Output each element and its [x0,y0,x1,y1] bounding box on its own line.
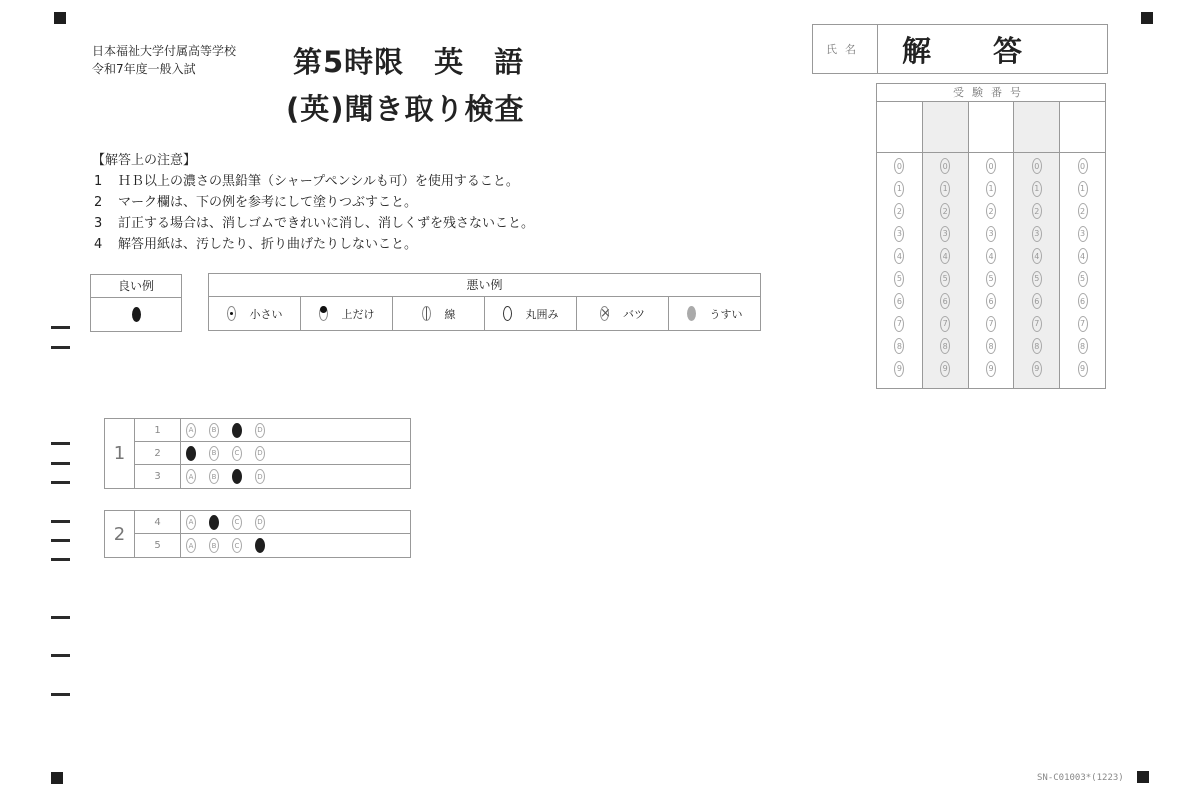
timing-mark [51,520,70,523]
bad-example-small: 小さい [209,297,301,330]
corner-mark-top-left [54,12,66,24]
choice-bubble-c[interactable] [232,469,242,484]
question-number: 3 [135,465,181,488]
name-field[interactable]: 解答 [902,33,1085,68]
digit-bubble[interactable]: 0 [986,158,996,174]
answer-row [135,419,410,442]
choice-bubble-c[interactable]: C [232,538,242,553]
choice-bubble-b[interactable]: B [209,446,219,461]
digit-bubble[interactable]: 3 [986,226,996,242]
digit-bubble[interactable]: 4 [1078,248,1088,264]
choice-bubble-a[interactable] [186,446,196,461]
digit-bubble[interactable]: 3 [1078,226,1088,242]
school-name: 日本福祉大学付属高等学校 [92,44,237,58]
digit-bubble[interactable]: 7 [1032,316,1042,332]
digit-bubble[interactable]: 3 [1032,226,1042,242]
digit-bubble[interactable]: 3 [894,226,904,242]
digit-bubble[interactable]: 9 [894,361,904,377]
digit-bubble[interactable]: 9 [1078,361,1088,377]
faint-icon [687,306,696,321]
good-example-label: 良い例 [91,275,181,298]
corner-mark-bottom-right [1137,771,1149,783]
bad-example-box [208,273,761,331]
digit-bubble[interactable]: 5 [986,271,996,287]
exam-number-column [877,102,923,388]
digit-bubble[interactable]: 6 [894,293,904,309]
digit-bubble[interactable]: 8 [940,338,950,354]
choice-bubble-a[interactable]: A [186,423,196,438]
digit-bubble[interactable]: 0 [940,158,950,174]
instruction-item: 2 マーク欄は、下の例を参考にして塗りつぶすこと。 [94,195,418,210]
timing-mark [51,693,70,696]
digit-bubble[interactable]: 2 [894,203,904,219]
choice-bubble-d[interactable]: D [255,515,265,530]
exam-number-column [923,102,969,388]
section-number: 2 [105,511,135,557]
digit-bubble[interactable]: 5 [1078,271,1088,287]
digit-bubble[interactable]: 9 [1032,361,1042,377]
digit-bubble[interactable]: 4 [1032,248,1042,264]
digit-bubble[interactable]: 1 [894,181,904,197]
digit-bubble[interactable]: 7 [1078,316,1088,332]
digit-bubble[interactable]: 3 [940,226,950,242]
instructions [92,150,534,255]
digit-bubble[interactable]: 1 [1078,181,1088,197]
choice-bubble-b[interactable] [209,515,219,530]
bad-example-x: × バツ [577,297,669,330]
choice-bubble-d[interactable] [255,538,265,553]
choice-bubble-c[interactable]: C [232,446,242,461]
timing-mark [51,462,70,465]
question-number: 2 [135,442,181,464]
choice-bubble-b[interactable]: B [209,538,219,553]
corner-mark-top-right [1141,12,1153,24]
digit-bubble[interactable]: 7 [940,316,950,332]
page-subtitle: (英)聞き取り検査 [286,92,525,126]
choice-bubble-c[interactable]: C [232,515,242,530]
timing-mark [51,654,70,657]
digit-bubble[interactable]: 1 [986,181,996,197]
timing-mark [51,616,70,619]
digit-bubble[interactable]: 7 [894,316,904,332]
answer-row [135,511,410,534]
digit-bubble[interactable]: 6 [940,293,950,309]
digit-bubble[interactable]: 9 [940,361,950,377]
exam-number-write-box[interactable] [1014,102,1059,153]
digit-bubble[interactable]: 2 [1032,203,1042,219]
question-number: 5 [135,534,181,557]
exam-year: 令和7年度一般入試 [92,62,196,76]
exam-number-write-box[interactable] [877,102,922,153]
digit-bubble[interactable]: 4 [894,248,904,264]
digit-bubble[interactable]: 2 [986,203,996,219]
exam-number-write-box[interactable] [923,102,968,153]
page-title: 第5時限 英 語 [293,45,525,79]
x-mark-icon: × [600,306,611,321]
question-number: 4 [135,511,181,533]
digit-bubble[interactable]: 5 [940,271,950,287]
form-code: SN-C01003*(1223) [1037,773,1124,783]
digit-bubble[interactable]: 0 [894,158,904,174]
corner-mark-bottom-left [51,772,63,784]
choice-bubble-b[interactable]: B [209,423,219,438]
school-info [92,42,236,78]
digit-bubble[interactable]: 6 [1032,293,1042,309]
top-only-icon [319,306,328,321]
choice-bubble-a[interactable]: A [186,515,196,530]
digit-bubble[interactable]: 6 [986,293,996,309]
digit-bubble[interactable]: 8 [986,338,996,354]
exam-number-write-box[interactable] [1060,102,1105,153]
digit-bubble[interactable]: 2 [1078,203,1088,219]
timing-mark [51,346,70,349]
digit-bubble[interactable]: 0 [1032,158,1042,174]
digit-bubble[interactable]: 8 [1078,338,1088,354]
good-example-box [90,274,182,332]
digit-bubble[interactable]: 1 [940,181,950,197]
digit-bubble[interactable]: 8 [1032,338,1042,354]
digit-bubble[interactable]: 9 [986,361,996,377]
digit-bubble[interactable]: 1 [1032,181,1042,197]
exam-number-column [1014,102,1060,388]
name-label: 氏名 [813,25,878,73]
bad-example-label: 悪い例 [209,274,760,297]
bad-example-line: 線 [393,297,485,330]
digit-bubble[interactable]: 4 [940,248,950,264]
digit-bubble[interactable]: 7 [986,316,996,332]
bad-example-faint: うすい [669,297,760,330]
circled-icon [503,306,512,321]
question-number: 1 [135,419,181,441]
exam-number-column [969,102,1015,388]
answer-row [135,442,410,465]
digit-bubble[interactable]: 8 [894,338,904,354]
choice-bubble-b[interactable]: B [209,469,219,484]
instructions-heading: 【解答上の注意】 [92,153,197,168]
instruction-item: 3 訂正する場合は、消しゴムできれいに消し、消しくずを残さないこと。 [94,216,535,231]
digit-bubble[interactable]: 5 [1032,271,1042,287]
line-icon [422,306,431,321]
answer-row [135,534,410,557]
choice-bubble-c[interactable] [232,423,242,438]
digit-bubble[interactable]: 0 [1078,158,1088,174]
timing-mark [51,326,70,329]
filled-mark-icon [132,307,141,322]
choice-bubble-d[interactable]: D [255,423,265,438]
answer-section-2 [104,510,411,558]
exam-number-grid [876,83,1106,389]
choice-bubble-a[interactable]: A [186,538,196,553]
bad-example-circled: 丸囲み [485,297,577,330]
name-box [812,24,1108,74]
section-number: 1 [105,419,135,488]
choice-bubble-d[interactable]: D [255,469,265,484]
digit-bubble[interactable]: 6 [1078,293,1088,309]
exam-number-write-box[interactable] [969,102,1014,153]
choice-bubble-d[interactable]: D [255,446,265,461]
small-dot-icon [227,306,236,321]
timing-mark [51,442,70,445]
bad-example-top-only: 上だけ [301,297,393,330]
digit-bubble[interactable]: 2 [940,203,950,219]
exam-number-column [1060,102,1105,388]
timing-mark [51,539,70,542]
digit-bubble[interactable]: 5 [894,271,904,287]
timing-mark [51,558,70,561]
instruction-item: 1 ＨＢ以上の濃さの黒鉛筆（シャープペンシルも可）を使用すること。 [94,174,519,189]
digit-bubble[interactable]: 4 [986,248,996,264]
exam-number-label: 受験番号 [877,84,1105,102]
choice-bubble-a[interactable]: A [186,469,196,484]
answer-section-1 [104,418,411,489]
answer-row [135,465,410,488]
instruction-item: 4 解答用紙は、汚したり、折り曲げたりしないこと。 [94,237,418,252]
timing-mark [51,481,70,484]
